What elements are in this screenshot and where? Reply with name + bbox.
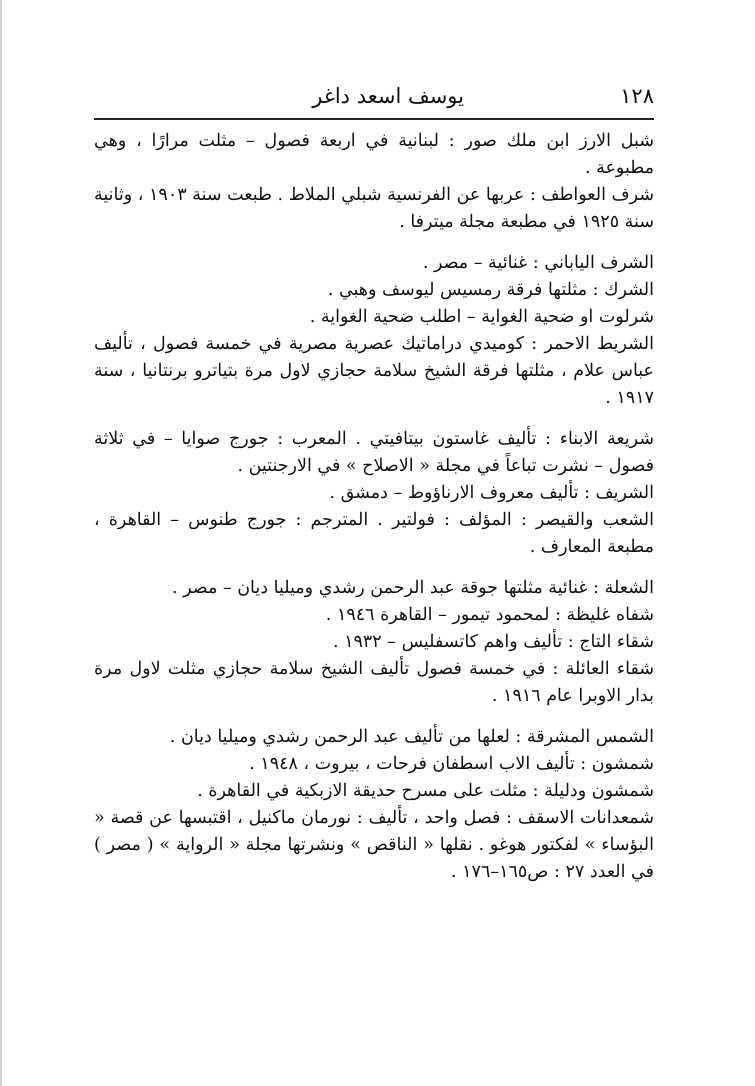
entry-shamshun: شمشون : تأليف الاب اسطفان فرحات ، بيروت ، ١٩٤٨ . [249,754,654,774]
entry-shamadanat-al-usquf: شمعدانات الاسقف : فصل واحد ، تأليف : نورمان ماكنيل ، اقتبسها عن قصة « البؤساء » لفكتور هوغو . نقلها « الناقص » ونشرتها مجلة « الرواية » ( مصر ) في العدد ٢٧ : ص١٦٥–١٧٦ . [94,808,654,882]
header-rule [94,118,654,120]
page-number: ١٢٨ [620,84,654,108]
entry-shibl-al-arz: شبل الارز ابن ملك صور : لبنانية في اربعة فصول – مثلت مرارًا ، وهي مطبوعة . [94,131,654,178]
entry-sharaf-al-awatif: شرف العواطف : عربها عن الفرنسية شبلي الملاط . طبعت سنة ١٩٠٣ ، وثانية سنة ١٩٢٥ في مطبعة مجلة ميترفا . [94,185,654,232]
entry-shamshun-wa-dalila: شمشون ودليلة : مثلت على مسرح حديقة الازبكية في القاهرة . [197,781,654,801]
entry-al-shirk: الشرك : مثلتها فرقة رمسيس ليوسف وهبي . [327,280,654,300]
entry-al-shams-al-mushriqa: الشمس المشرقة : لعلها من تأليف عبد الرحمن رشدي وميليا ديان . [169,727,654,747]
page-header [94,78,654,118]
entry-al-sharaf-al-yabani: الشرف الياباني : غنائية – مصر . [422,253,654,273]
entry-al-sharif: الشريف : تأليف معروف الارناؤوط – دمشق . [329,483,654,503]
entry-sharlut: شرلوت او ضحية الغواية – اطلب ضحية الغواية . [309,307,654,327]
entry-shariat-al-abna: شريعة الابناء : تأليف غاستون بيتافيتي . المعرب : جورج صوايا – في ثلاثة فصول – نشرت تباعاً في مجلة « الاصلاح » في الارجنتين . [94,429,654,476]
running-title: يوسف اسعد داغر [312,84,464,108]
entry-al-shaab-wal-qaysar: الشعب والقيصر : المؤلف : فولتير . المترجم : جورج طنوس – القاهرة ، مطبعة المعارف . [94,510,654,557]
entry-list [94,128,654,886]
entry-shaqa-al-taj: شقاء التاج : تأليف واهم كاتسفليس – ١٩٣٢ . [332,632,654,652]
entry-al-sharit-al-ahmar: الشريط الاحمر : كوميدي دراماتيك عصرية مصرية في خمسة فصول ، تأليف عباس علام ، مثلتها فرقة الشيخ سلامة حجازي لاول مرة بتياترو برنتانيا ، سنة ١٩١٧ . [94,334,654,408]
entry-al-shula: الشعلة : غنائية مثلتها جوقة عبد الرحمن رشدي وميليا ديان – مصر . [172,578,654,598]
entry-shifah-ghaliza: شفاه غليظة : لمحمود تيمور – القاهرة ١٩٤٦ . [325,605,654,625]
entry-shaqa-al-aila: شقاء العائلة : في خمسة فصول تأليف الشيخ سلامة حجازي مثلت لاول مرة بدار الاوبرا عام ١٩١٦ . [94,659,654,706]
